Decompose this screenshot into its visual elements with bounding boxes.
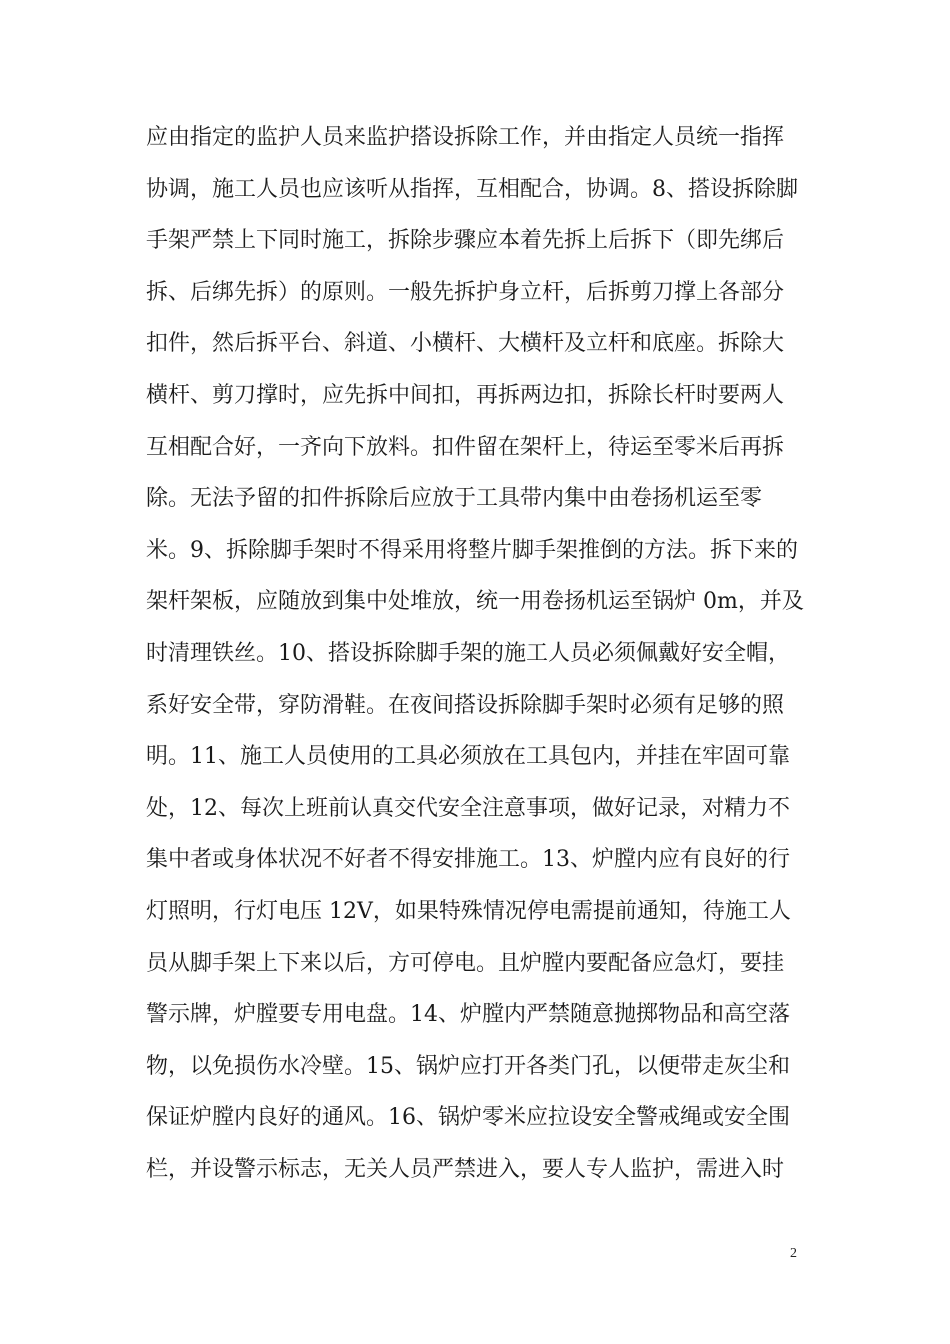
text-line: 米。9、拆除脚手架时不得采用将整片脚手架推倒的方法。拆下来的 bbox=[146, 537, 798, 563]
text-line: 横杆、剪刀撑时，应先拆中间扣，再拆两边扣，拆除长杆时要两人 bbox=[146, 382, 785, 408]
text-line: 手架严禁上下同时施工，拆除步骤应本着先拆上后拆下（即先绑后 bbox=[146, 228, 785, 254]
text-line: 扣件，然后拆平台、斜道、小横杆、大横杆及立杆和底座。拆除大 bbox=[146, 331, 785, 357]
text-line: 互相配合好，一齐向下放料。扣件留在架杆上，待运至零米后再拆 bbox=[146, 434, 785, 460]
text-line: 集中者或身体状况不好者不得安排施工。13、炉膛内应有良好的行 bbox=[146, 847, 790, 873]
text-line: 灯照明，行灯电压 12V，如果特殊情况停电需提前通知，待施工人 bbox=[146, 898, 791, 924]
text-line: 保证炉膛内良好的通风。16、锅炉零米应拉设安全警戒绳或安全围 bbox=[146, 1105, 790, 1131]
text-line: 明。11、施工人员使用的工具必须放在工具包内，并挂在牢固可靠 bbox=[146, 744, 790, 770]
text-line: 时清理铁丝。10、搭设拆除脚手架的施工人员必须佩戴好安全帽， bbox=[146, 640, 790, 666]
text-line: 拆、后绑先拆）的原则。一般先拆护身立杆，后拆剪刀撑上各部分 bbox=[146, 279, 785, 305]
text-line: 栏，并设警示标志，无关人员严禁进入，要人专人监护，需进入时 bbox=[146, 1156, 785, 1182]
text-line: 架杆架板，应随放到集中处堆放，统一用卷扬机运至锅炉 0m，并及 bbox=[146, 589, 804, 615]
page-number: 2 bbox=[790, 1246, 797, 1261]
text-line: 处，12、每次上班前认真交代安全注意事项，做好记录，对精力不 bbox=[146, 795, 790, 821]
text-line: 警示牌，炉膛要专用电盘。14、炉膛内严禁随意抛掷物品和高空落 bbox=[146, 1002, 790, 1028]
text-line: 协调，施工人员也应该听从指挥，互相配合，协调。8、搭设拆除脚 bbox=[146, 176, 798, 202]
text-line: 员从脚手架上下来以后，方可停电。且炉膛内要配备应急灯，要挂 bbox=[146, 950, 785, 976]
text-line: 应由指定的监护人员来监护搭设拆除工作，并由指定人员统一指挥 bbox=[146, 125, 785, 150]
body-text bbox=[146, 116, 816, 1199]
text-line: 物，以免损伤水冷壁。15、锅炉应打开各类门孔，以便带走灰尘和 bbox=[146, 1053, 790, 1079]
text-line: 系好安全带，穿防滑鞋。在夜间搭设拆除脚手架时必须有足够的照 bbox=[146, 692, 785, 718]
text-line: 除。无法予留的扣件拆除后应放于工具带内集中由卷扬机运至零 bbox=[146, 486, 763, 512]
